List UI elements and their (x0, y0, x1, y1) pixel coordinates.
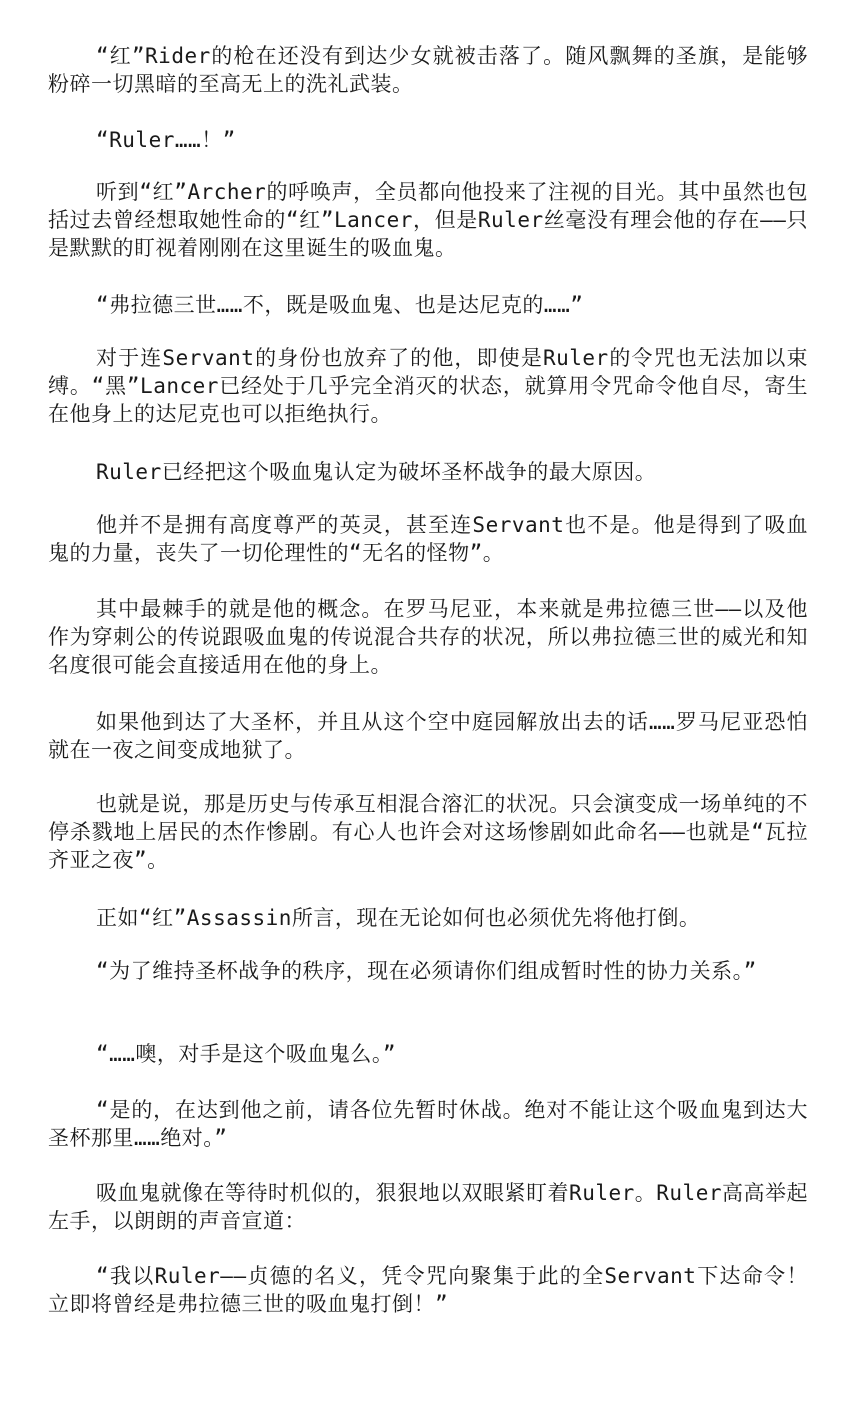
paragraph: 其中最棘手的就是他的概念。在罗马尼亚，本来就是弗拉德三世——以及他作为穿刺公的传说跟吸血鬼的传说混合共存的状况，所以弗拉德三世的威光和知名度很可能会直接适用在他的身上。 (48, 597, 808, 677)
paragraph: Ruler已经把这个吸血鬼认定为破坏圣杯战争的最大原因。 (96, 460, 657, 484)
paragraph: “红”Rider的枪在还没有到达少女就被击落了。随风飘舞的圣旗，是能够粉碎一切黑暗的至高无上的洗礼武装。 (48, 44, 808, 96)
paragraph: “是的，在达到他之前，请各位先暂时休战。绝对不能让这个吸血鬼到达大圣杯那里……绝对。” (48, 1098, 808, 1150)
paragraph: 对于连Servant的身份也放弃了的他，即使是Ruler的令咒也无法加以束缚。“黑”Lancer已经处于几乎完全消灭的状态，就算用令咒命令他自尽，寄生在他身上的达尼克也可以拒绝执行。 (48, 346, 808, 426)
paragraph: “弗拉德三世……不，既是吸血鬼、也是达尼克的……” (96, 293, 584, 317)
paragraph: “……噢，对手是这个吸血鬼么。” (96, 1042, 397, 1066)
paragraph: 也就是说，那是历史与传承互相混合溶汇的状况。只会演变成一场单纯的不停杀戮地上居民的杰作惨剧。有心人也许会对这场惨剧如此命名——也就是“瓦拉齐亚之夜”。 (48, 792, 808, 872)
paragraph: 他并不是拥有高度尊严的英灵，甚至连Servant也不是。他是得到了吸血鬼的力量，丧失了一切伦理性的“无名的怪物”。 (48, 513, 808, 565)
paragraph: 吸血鬼就像在等待时机似的，狠狠地以双眼紧盯着Ruler。Ruler高高举起左手，以朗朗的声音宣道： (48, 1181, 808, 1233)
paragraph: “Ruler……！” (96, 128, 236, 152)
paragraph: 如果他到达了大圣杯，并且从这个空中庭园解放出去的话……罗马尼亚恐怕就在一夜之间变成地狱了。 (48, 710, 808, 762)
paragraph: “我以Ruler——贞德的名义，凭令咒向聚集于此的全Servant下达命令！立即将曾经是弗拉德三世的吸血鬼打倒！” (48, 1264, 808, 1316)
paragraph: “为了维持圣杯战争的秩序，现在必须请你们组成暂时性的协力关系。” (96, 959, 757, 983)
paragraph: 听到“红”Archer的呼唤声，全员都向他投来了注视的目光。其中虽然也包括过去曾经想取她性命的“红”Lancer，但是Ruler丝毫没有理会他的存在——只是默默的盯视着刚刚在这里诞生的吸血鬼。 (48, 180, 808, 260)
paragraph: 正如“红”Assassin所言，现在无论如何也必须优先将他打倒。 (96, 906, 701, 930)
